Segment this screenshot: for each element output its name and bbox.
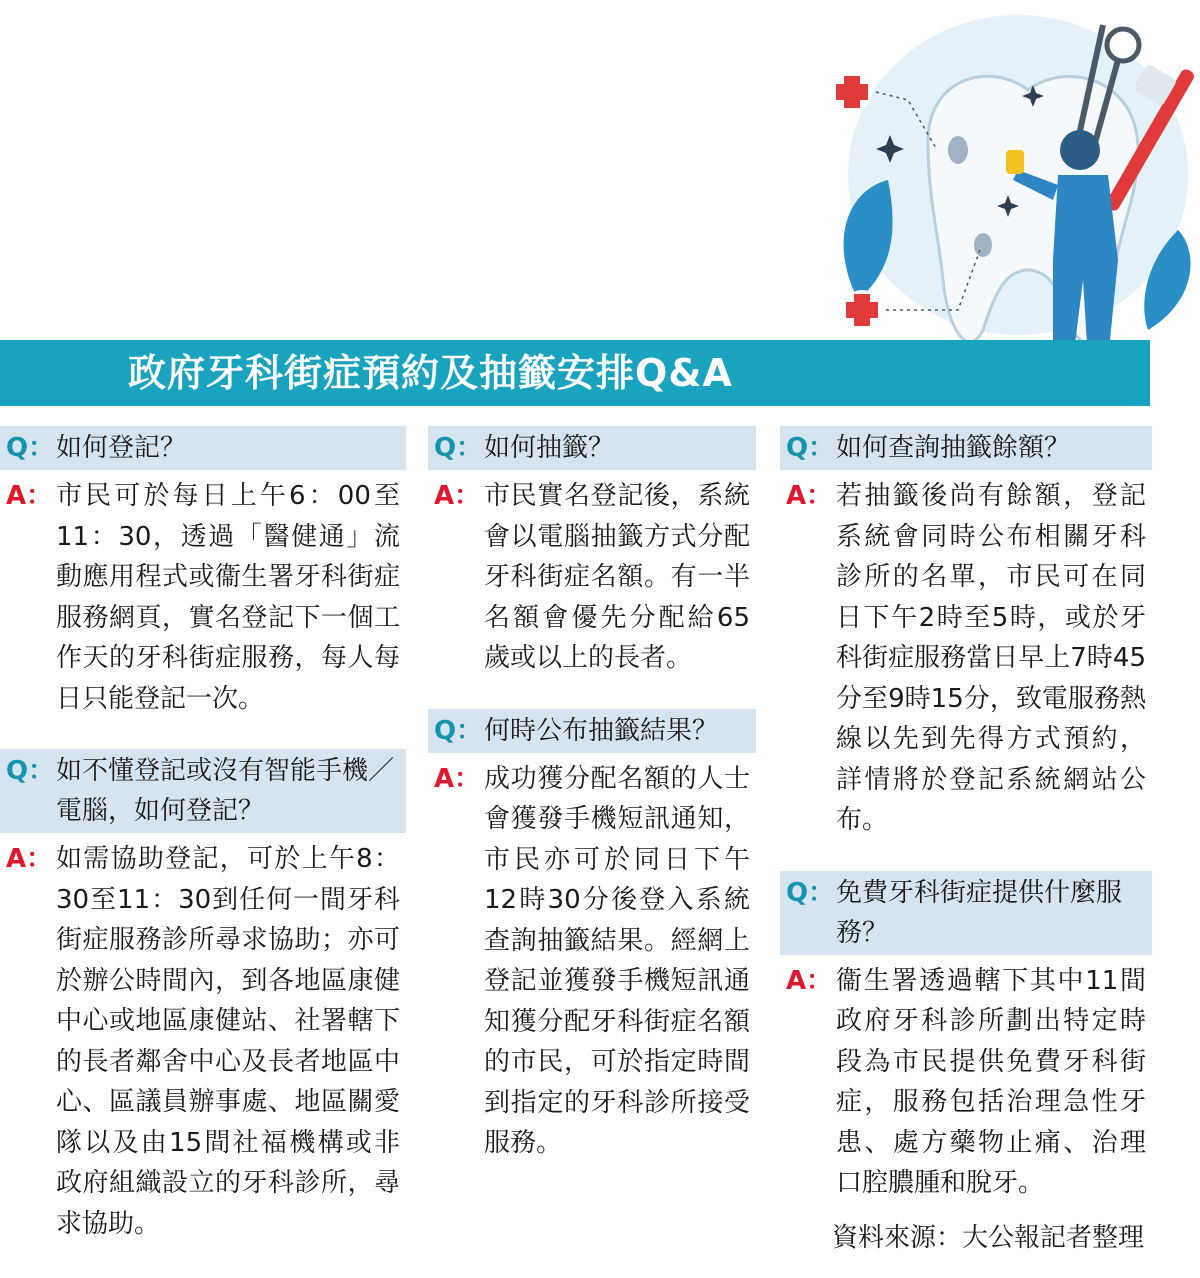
page-title: 政府牙科街症預約及抽籤安排Q&A	[128, 351, 733, 395]
answer-text: 衞生署透過轄下其中11間政府牙科診所劃出特定時段為市民提供免費牙科街症，服務包括治理急性牙患、處方藥物止痛、治理口腔膿腫和脫牙。	[836, 965, 1146, 1198]
question-block	[0, 426, 406, 470]
question-text: 免費牙科街症提供什麼服務？	[836, 877, 1123, 948]
answer-block	[0, 470, 406, 719]
answer-block	[428, 470, 756, 679]
answer-block	[428, 753, 756, 1164]
question-block	[780, 871, 1152, 955]
answer-text: 如需協助登記，可於上午8：30至11：30到任何一間牙科街症服務診所尋求協助；亦可於辦公時間內，到各地區康健中心或地區康健站、社署轄下的長者鄰舍中心及長者地區中心、區議員辦事處、地區關愛隊以及由15間社福機構或非政府組織設立的牙科診所，尋求協助。	[56, 844, 400, 1239]
answer-text: 成功獲分配名額的人士會獲發手機短訊通知，市民亦可於同日下午12時30分後登入系統查詢抽籤結果。經網上登記並獲發手機短訊通知獲分配牙科街症名額的市民，可於指定時間到指定的牙科診所接受服務。	[484, 763, 750, 1158]
answer-marker: A：	[434, 481, 481, 511]
answer-text: 若抽籤後尚有餘額，登記系統會同時公布相關牙科診所的名單，市民可在同日下午2時至5時，或於牙科街症服務當日早上7時45分至9時15分，致電服務熱線以先到先得方式預約，詳情將於登記系統網站公布。	[836, 481, 1146, 835]
question-block	[428, 709, 756, 753]
answer-block	[0, 833, 406, 1244]
question-block	[780, 426, 1152, 470]
medical-cross-bottom-icon	[842, 290, 882, 330]
question-marker: Q：	[434, 433, 483, 463]
dental-mirror-icon	[1107, 29, 1139, 61]
dentist-head-icon	[1060, 130, 1100, 170]
question-text: 如不懂登記或沒有智能手機／電腦，如何登記？	[56, 756, 395, 826]
qa-column-1	[0, 426, 406, 1244]
answer-marker: A：	[434, 763, 481, 794]
answer-block	[780, 470, 1152, 841]
answer-marker: A：	[6, 844, 53, 874]
question-marker: Q：	[6, 756, 55, 786]
qa-column-2	[428, 426, 756, 1164]
tooth-spot-icon	[948, 136, 968, 164]
question-text: 如何登記？	[56, 433, 187, 463]
question-text: 如何抽籤？	[484, 433, 615, 463]
question-marker: Q：	[434, 715, 483, 746]
answer-text: 市民可於每日上午6：00至11：30，透過「醫健通」流動應用程式或衞生署牙科街症服務網頁，實名登記下一個工作天的牙科街症服務，每人每日只能登記一次。	[56, 481, 400, 714]
question-block	[0, 749, 406, 833]
answer-marker: A：	[786, 481, 833, 511]
question-marker: Q：	[6, 433, 55, 463]
question-text: 何時公布抽籤結果？	[484, 715, 719, 746]
cleaning-sponge-icon	[1006, 150, 1024, 174]
source-credit: 資料來源：大公報記者整理	[831, 1223, 1144, 1253]
question-marker: Q：	[786, 877, 835, 908]
question-marker: Q：	[786, 433, 835, 463]
answer-marker: A：	[786, 965, 833, 996]
answer-text: 市民實名登記後，系統會以電腦抽籤方式分配牙科街症名額。有一半名額會優先分配給65歲或以上的長者。	[484, 481, 750, 673]
answer-block	[780, 955, 1152, 1204]
answer-marker: A：	[6, 481, 53, 511]
question-text: 如何查詢抽籤餘額？	[836, 433, 1071, 463]
qa-column-3	[780, 426, 1152, 1204]
question-block	[428, 426, 756, 470]
medical-cross-top-icon	[832, 72, 872, 112]
tooth-spot-icon	[974, 233, 992, 257]
